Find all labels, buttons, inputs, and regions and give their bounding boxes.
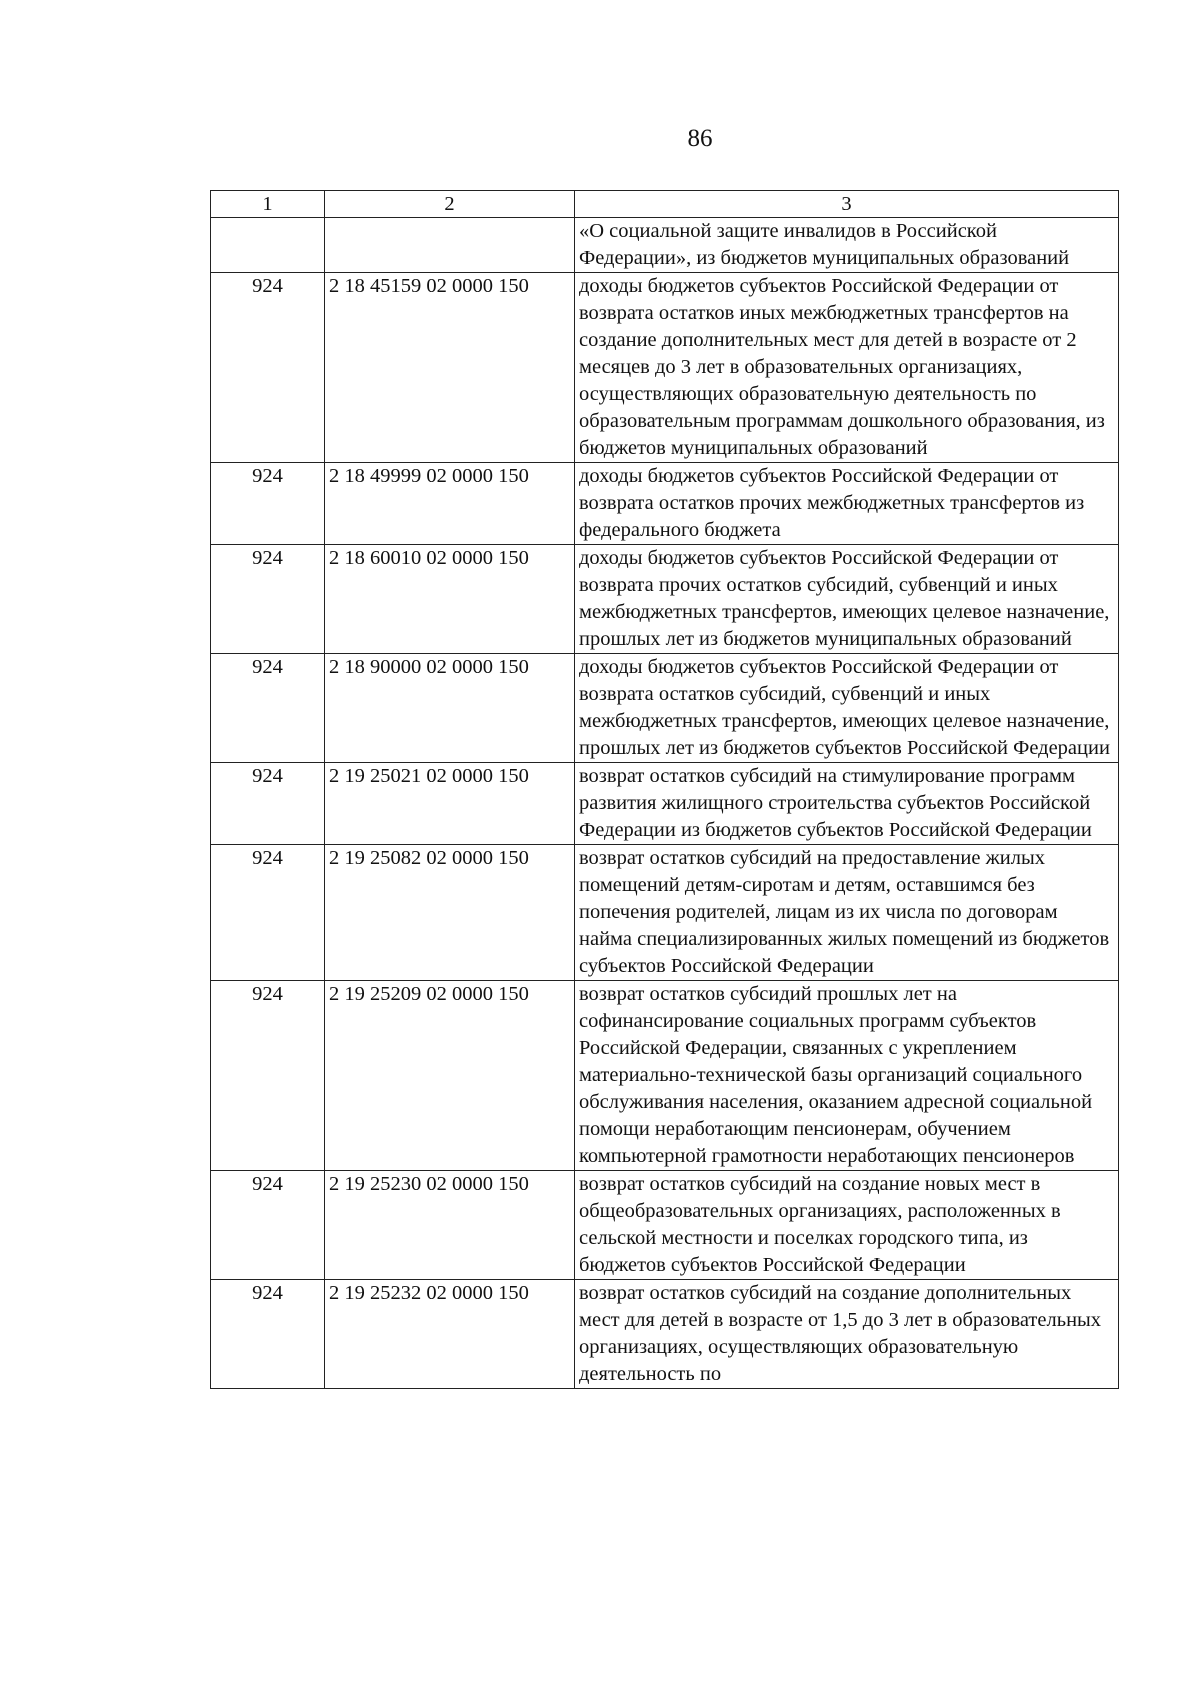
table-row [211, 218, 1119, 273]
description-cell: возврат остатков субсидий прошлых лет на софинансирование социальных программ субъектов Российской Федерации, связанных с укреплением материально-технической базы организаций социального обслуживания населения, оказанием адресной социальной помощи неработающим пенсионерам, обучением компьютерной грамотности неработающих пенсионеров [575, 981, 1119, 1171]
admin-code-cell: 924 [211, 1280, 325, 1389]
budget-code-cell: 2 19 25082 02 0000 150 [325, 845, 575, 981]
admin-code-cell: 924 [211, 1171, 325, 1280]
description-cell: возврат остатков субсидий на создание новых мест в общеобразовательных организациях, расположенных в сельской местности и поселках городского типа, из бюджетов субъектов Российской Федерации [575, 1171, 1119, 1280]
budget-code-cell [325, 218, 575, 273]
budget-code-cell: 2 19 25230 02 0000 150 [325, 1171, 575, 1280]
budget-code-cell: 2 19 25209 02 0000 150 [325, 981, 575, 1171]
column-header-1: 1 [211, 191, 325, 218]
admin-code-cell: 924 [211, 463, 325, 545]
description-cell: доходы бюджетов субъектов Российской Федерации от возврата остатков прочих межбюджетных трансфертов из федерального бюджета [575, 463, 1119, 545]
table-row [211, 763, 1119, 845]
admin-code-cell [211, 218, 325, 273]
admin-code-cell: 924 [211, 981, 325, 1171]
budget-code-cell: 2 19 25232 02 0000 150 [325, 1280, 575, 1389]
table-row [211, 845, 1119, 981]
table-row [211, 654, 1119, 763]
description-cell: доходы бюджетов субъектов Российской Федерации от возврата прочих остатков субсидий, субвенций и иных межбюджетных трансфертов, имеющих целевое назначение, прошлых лет из бюджетов муниципальных образований [575, 545, 1119, 654]
description-cell: возврат остатков субсидий на создание дополнительных мест для детей в возрасте от 1,5 до 3 лет в образовательных организациях, осуществляющих образовательную деятельность по [575, 1280, 1119, 1389]
budget-code-cell: 2 18 45159 02 0000 150 [325, 273, 575, 463]
admin-code-cell: 924 [211, 763, 325, 845]
description-cell: возврат остатков субсидий на стимулирование программ развития жилищного строительства субъектов Российской Федерации из бюджетов субъектов Российской Федерации [575, 763, 1119, 845]
table-row [211, 463, 1119, 545]
budget-code-cell: 2 19 25021 02 0000 150 [325, 763, 575, 845]
column-header-2: 2 [325, 191, 575, 218]
budget-classification-table [210, 190, 1119, 1389]
table-row [211, 273, 1119, 463]
column-header-3: 3 [575, 191, 1119, 218]
table-header-row [211, 191, 1119, 218]
budget-code-cell: 2 18 90000 02 0000 150 [325, 654, 575, 763]
admin-code-cell: 924 [211, 273, 325, 463]
table-row [211, 1171, 1119, 1280]
description-cell: доходы бюджетов субъектов Российской Федерации от возврата остатков субсидий, субвенций и иных межбюджетных трансфертов, имеющих целевое назначение, прошлых лет из бюджетов субъектов Российской Федерации [575, 654, 1119, 763]
admin-code-cell: 924 [211, 545, 325, 654]
description-cell: доходы бюджетов субъектов Российской Федерации от возврата остатков иных межбюджетных трансфертов на создание дополнительных мест для детей в возрасте от 2 месяцев до 3 лет в образовательных организациях, осуществляющих образовательную деятельность по образовательным программам дошкольного образования, из бюджетов муниципальных образований [575, 273, 1119, 463]
description-cell: возврат остатков субсидий на предоставление жилых помещений детям-сиротам и детям, оставшимся без попечения родителей, лицам из их числа по договорам найма специализированных жилых помещений из бюджетов субъектов Российской Федерации [575, 845, 1119, 981]
admin-code-cell: 924 [211, 845, 325, 981]
table-row [211, 981, 1119, 1171]
admin-code-cell: 924 [211, 654, 325, 763]
table-row [211, 545, 1119, 654]
page-number: 86 [687, 125, 713, 152]
description-cell: «О социальной защите инвалидов в Российской Федерации», из бюджетов муниципальных образований [575, 218, 1119, 273]
table-row [211, 1280, 1119, 1389]
budget-code-cell: 2 18 60010 02 0000 150 [325, 545, 575, 654]
budget-code-cell: 2 18 49999 02 0000 150 [325, 463, 575, 545]
